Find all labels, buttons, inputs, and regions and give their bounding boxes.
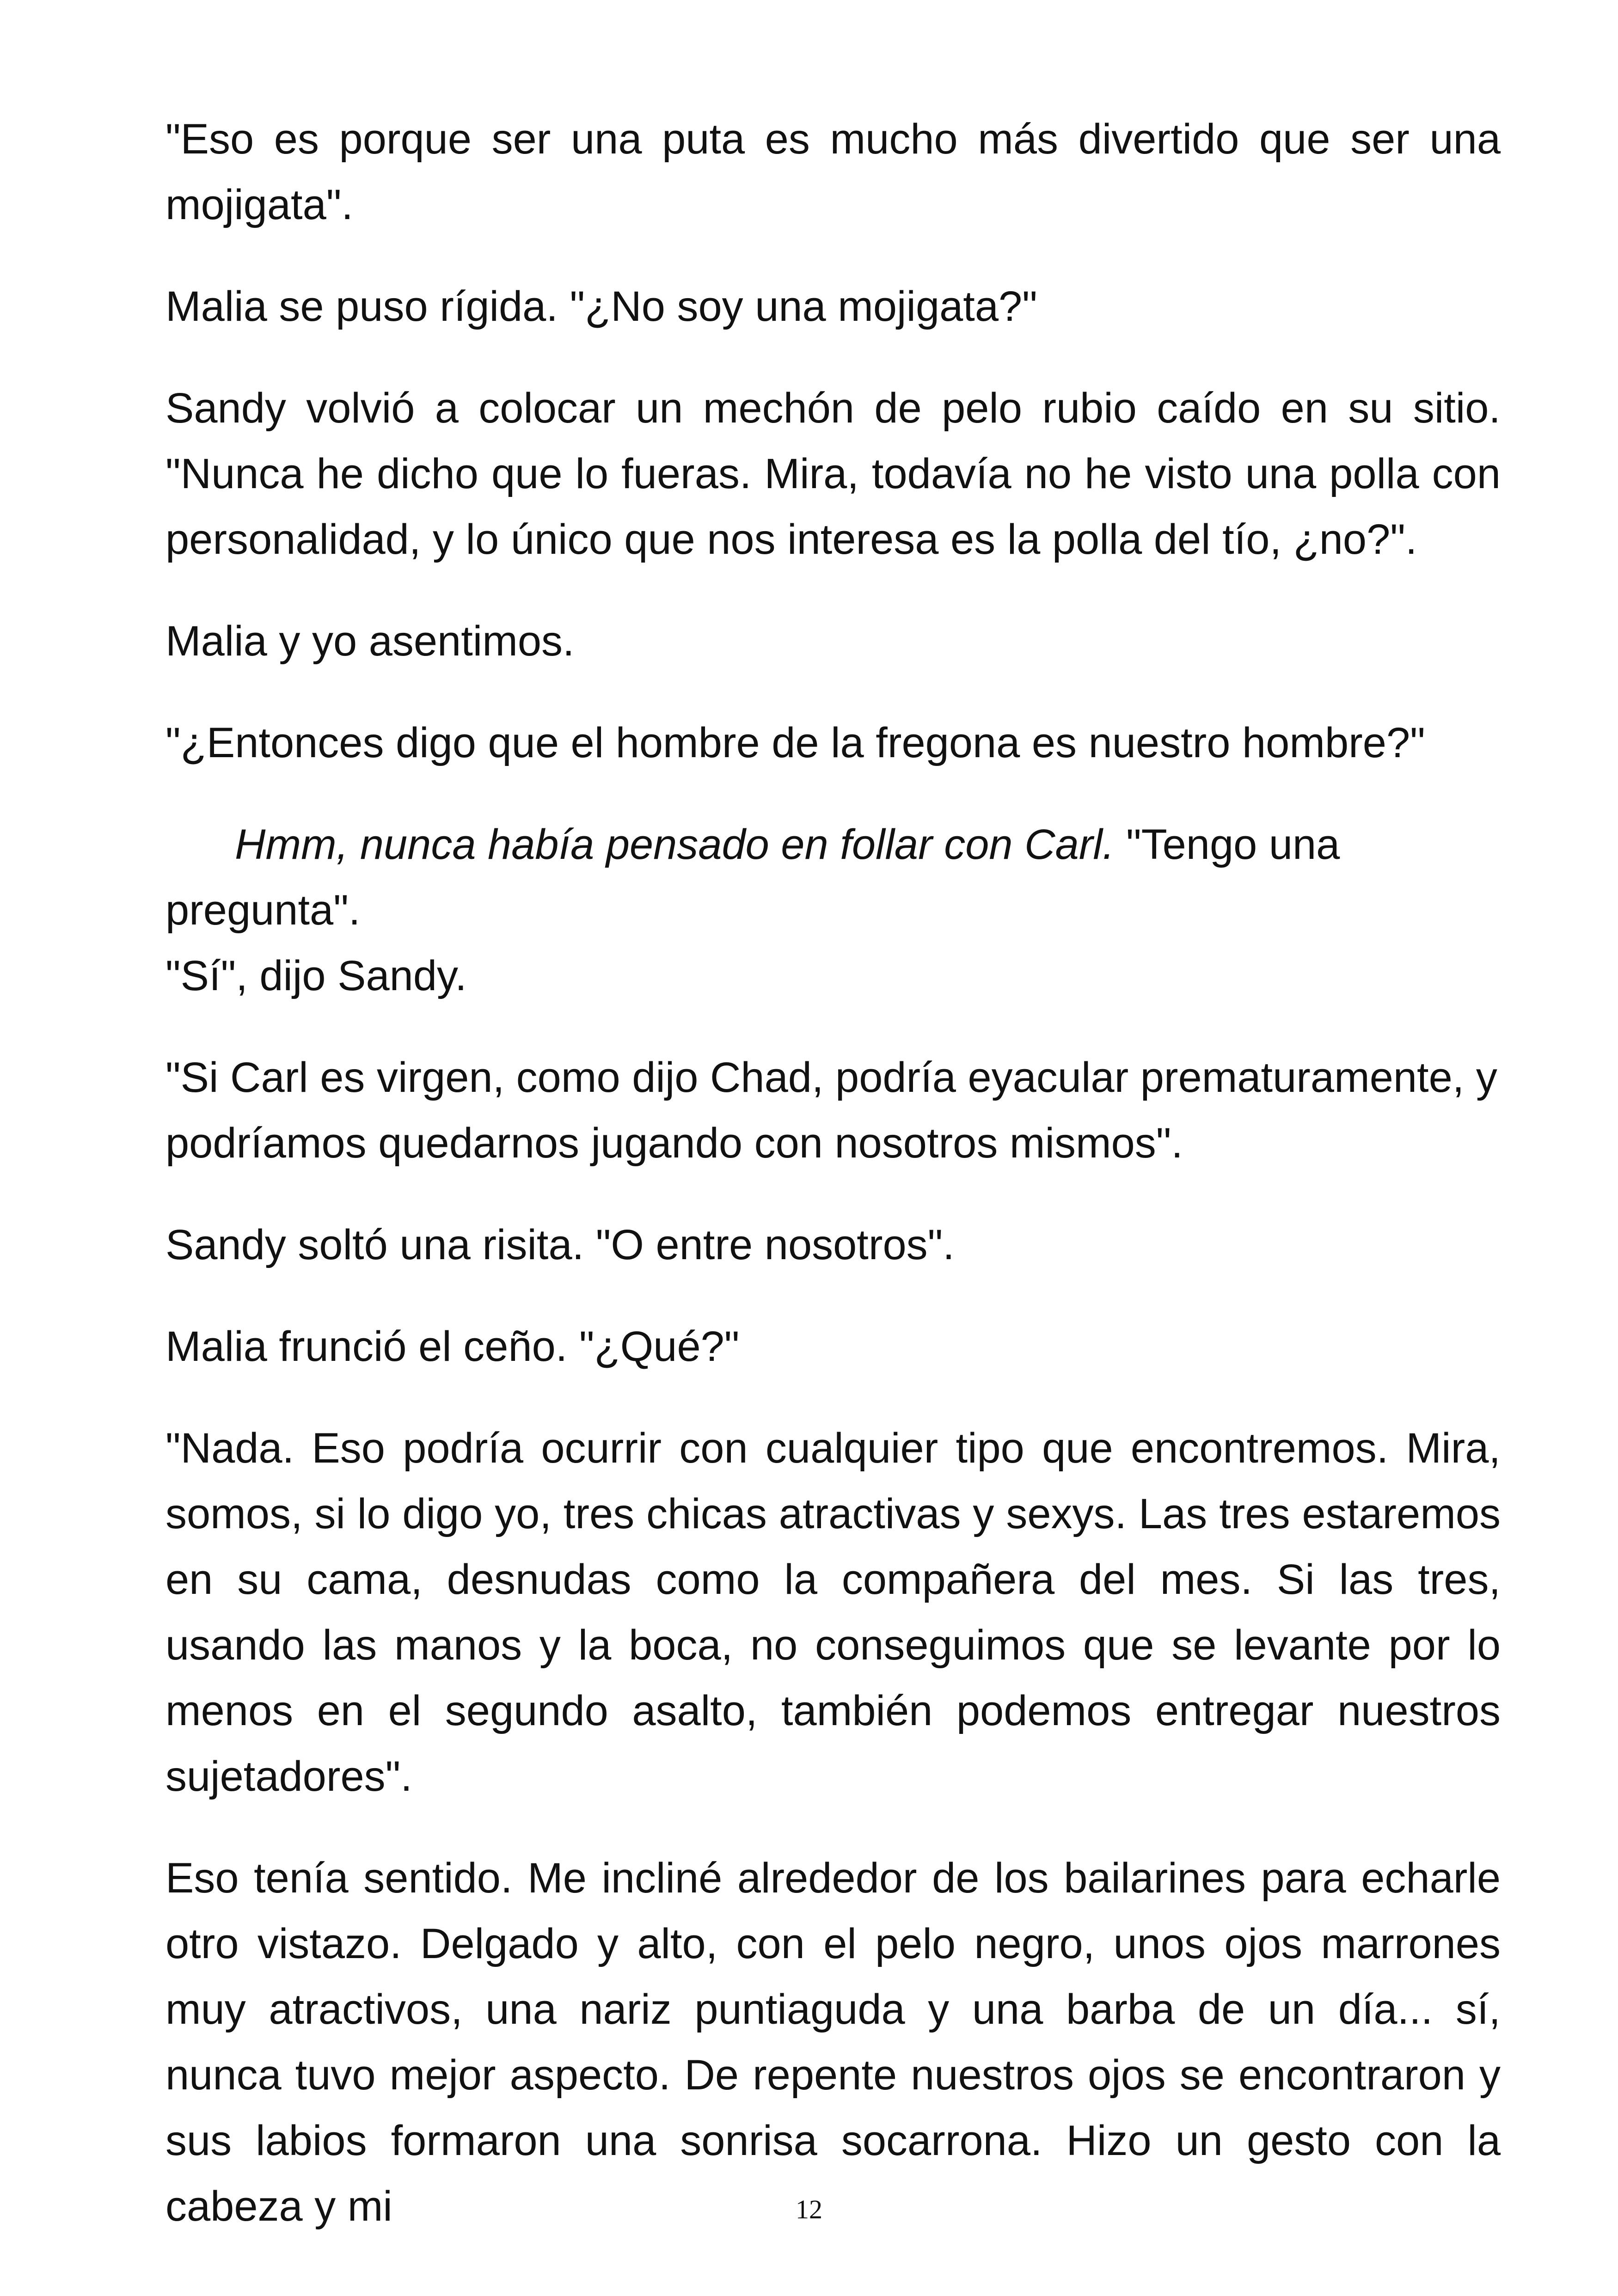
paragraph: Malia frunció el ceño. "¿Qué?" xyxy=(165,1323,740,1370)
paragraph: Malia se puso rígida. "¿No soy una mojigata?" xyxy=(165,283,1037,330)
paragraph-text: "Tengo una pregunta". xyxy=(165,821,1340,934)
paragraph: "Sí", dijo Sandy. xyxy=(165,952,467,999)
body-text xyxy=(165,106,1501,2275)
paragraph xyxy=(165,812,1501,943)
paragraph: "¿Entonces digo que el hombre de la fregona es nuestro hombre?" xyxy=(165,719,1425,766)
paragraph: Sandy soltó una risita. "O entre nosotros". xyxy=(165,1221,955,1268)
paragraph: Eso tenía sentido. Me incliné alrededor de los bailarines para echarle otro vistazo. Delgado y alto, con el pelo negro, unos ojos marrones muy atractivos, una nariz puntiaguda y una barba de un día... sí, nunca tuvo mejor aspecto. De repente nuestros ojos se encontraron y sus labios formaron una sonrisa socarrona. Hizo un gesto con la cabeza y mi xyxy=(165,1855,1501,2230)
paragraph: "Nada. Eso podría ocurrir con cualquier tipo que encontremos. Mira, somos, si lo digo yo, tres chicas atractivas y sexys. Las tres estaremos en su cama, desnudas como la compañera del mes. Si las tres, usando las manos y la boca, no conseguimos que se levante por lo menos en el segundo asalto, también podemos entregar nuestros sujetadores". xyxy=(165,1425,1501,1800)
italic-thought: Hmm, nunca había pensado en follar con Carl. xyxy=(235,821,1115,868)
page-number: 12 xyxy=(796,2194,822,2224)
paragraph: Malia y yo asentimos. xyxy=(165,618,575,665)
paragraph: Sandy volvió a colocar un mechón de pelo rubio caído en su sitio. "Nunca he dicho que lo fueras. Mira, todavía no he visto una polla con personalidad, y lo único que nos interesa es la polla del tío, ¿no?". xyxy=(165,385,1501,563)
paragraph: "Eso es porque ser una puta es mucho más divertido que ser una mojigata". xyxy=(165,116,1501,228)
paragraph: "Si Carl es virgen, como dijo Chad, podría eyacular prematuramente, y podríamos quedarnos jugando con nosotros mismos". xyxy=(165,1054,1497,1167)
